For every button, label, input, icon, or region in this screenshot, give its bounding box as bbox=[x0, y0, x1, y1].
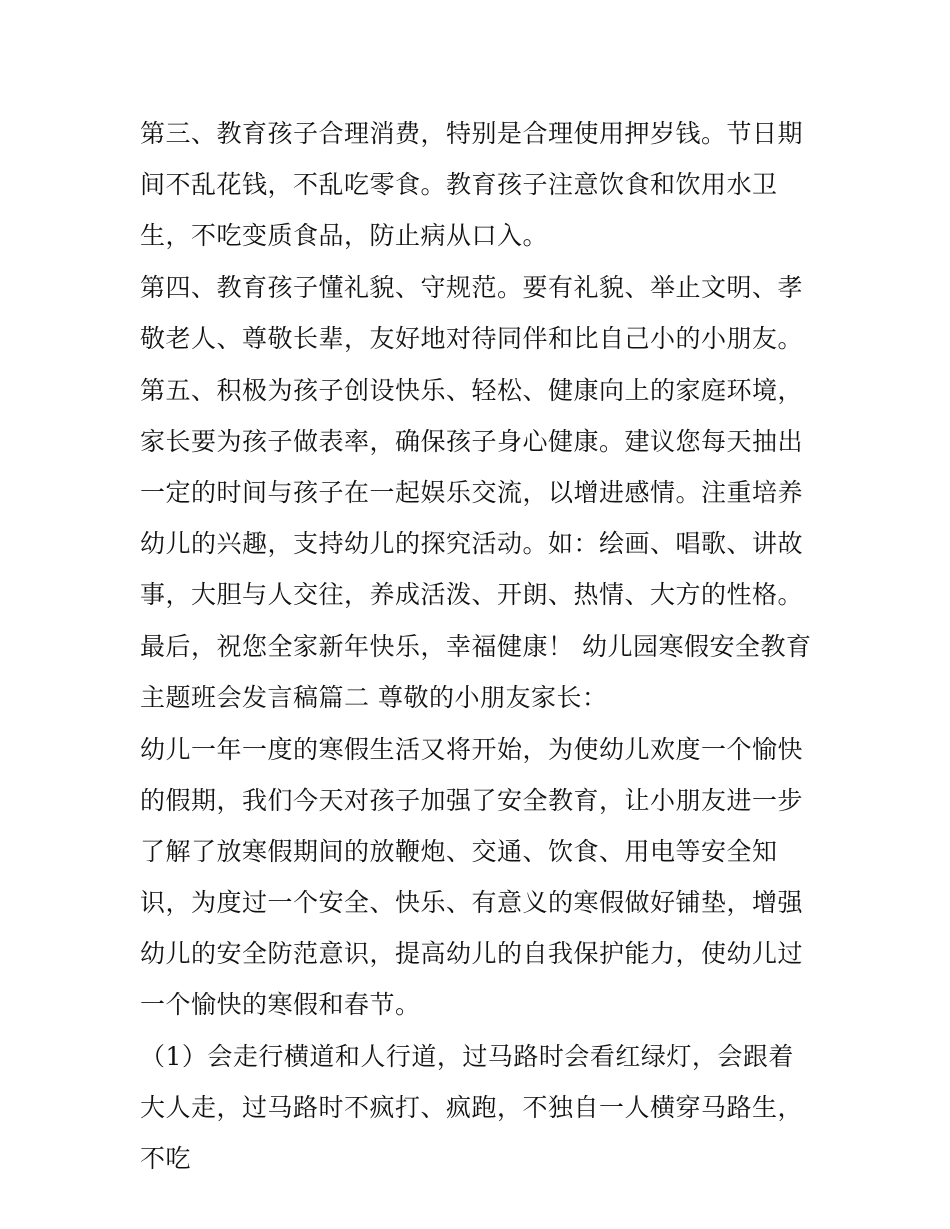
paragraph-fifth-point: 第五、积极为孩子创设快乐、轻松、健康向上的家庭环境，家长要为孩子做表率，确保孩子身心健康。建议您每天抽出一定的时间与孩子在一起娱乐交流，以增进感情。注重培养幼儿的兴趣，支持幼儿的探究活动。如：绘画、唱歌、讲故事，大胆与人交往，养成活泼、开朗、热情、大方的性格。 bbox=[140, 376, 804, 609]
paragraph-traffic-safety: （1）会走行横道和人行道，过马路时会看红绿灯，会跟着大人走，过马路时不疯打、疯跑，不独自一人横穿马路生，不吃 bbox=[140, 1042, 804, 1173]
paragraph-winter-break-intro: 幼儿一年一度的寒假生活又将开始，为使幼儿欢度一个愉快的假期，我们今天对孩子加强了安全教育，让小朋友进一步了解了放寒假期间的放鞭炮、交通、饮食、用电等安全知识，为度过一个安全、快乐、有意义的寒假做好铺垫，增强幼儿的安全防范意识，提高幼儿的自我保护能力，使幼儿过一个愉快的寒假和春节。 bbox=[140, 735, 804, 1019]
paragraph-fourth-point: 第四、教育孩子懂礼貌、守规范。要有礼貌、举止文明、孝敬老人、尊敬长辈，友好地对待同伴和比自己小的小朋友。 bbox=[140, 273, 804, 353]
paragraph-closing-and-title: 最后，祝您全家新年快乐，幸福健康！ 幼儿园寒假安全教育主题班会发言稿篇二 尊敬的小朋友家长： bbox=[140, 632, 812, 712]
paragraph-third-point: 第三、教育孩子合理消费，特别是合理使用押岁钱。节日期间不乱花钱，不乱吃零食。教育孩子注意饮食和饮用水卫生，不吃变质食品，防止病从口入。 bbox=[140, 119, 804, 250]
